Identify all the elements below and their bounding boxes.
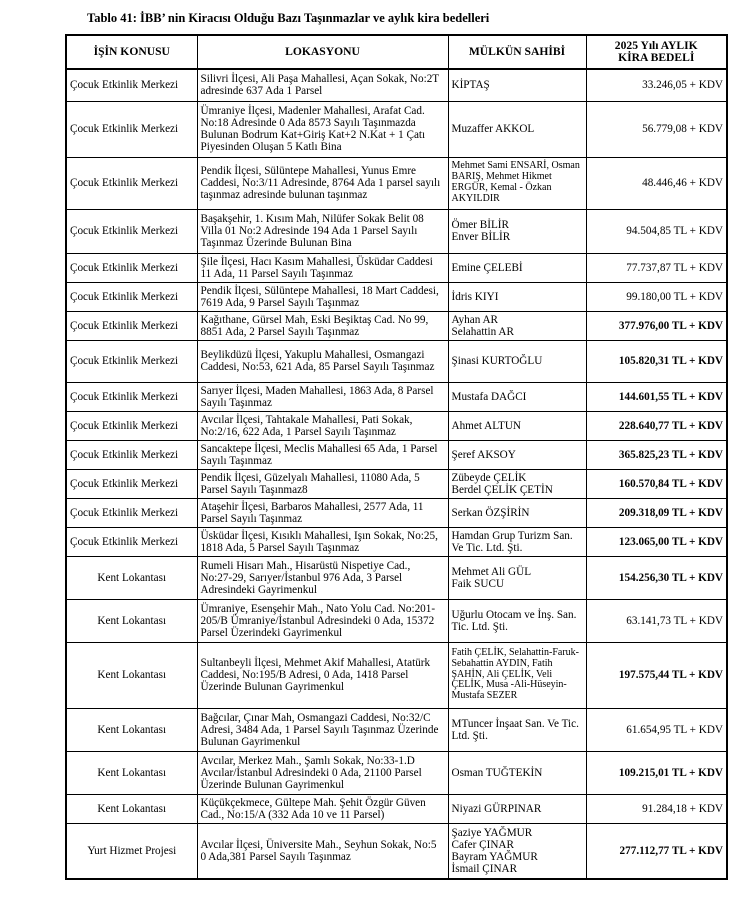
table-row [66,101,727,157]
owner-line: Şaziye YAĞMUR [451,826,533,839]
owner-line: Selahattin AR [451,325,514,338]
cell-konu: Kent Lokantası [66,642,197,708]
cell-lokasyon: Ümraniye İlçesi, Madenler Mahallesi, Arafat Cad. No:18 Adresinde 0 Ada 8573 Sayılı Taşınmazda Bulunan Bodrum Kat+Giriş Kat+2 N.Kat + 1 Çatı Piyesinden Oluşan 5 Katlı Bina [197,101,448,157]
table-row [66,340,727,382]
table-row [66,411,727,440]
owner-line: Mehmet Ali GÜL [451,565,532,578]
cell-bedel: 160.570,84 TL + KDV [586,469,727,498]
table-row [66,599,727,642]
header-konu: İŞİN KONUSU [66,35,197,69]
cell-bedel: 33.246,05 + KDV [586,69,727,101]
cell-bedel: 48.446,46 + KDV [586,157,727,209]
cell-konu: Çocuk Etkinlik Merkezi [66,253,197,282]
cell-lokasyon: Küçükçekmece, Gültepe Mah. Şehit Özgür Güven Cad., No:15/A (332 Ada 10 ve 11 Parsel) [197,794,448,823]
cell-konu: Çocuk Etkinlik Merkezi [66,101,197,157]
cell-sahip [448,823,586,879]
table-row [66,642,727,708]
cell-konu: Çocuk Etkinlik Merkezi [66,157,197,209]
cell-bedel: 91.284,18 + KDV [586,794,727,823]
cell-sahip: Emine ÇELEBİ [448,253,586,282]
table-row [66,751,727,794]
table-row [66,794,727,823]
cell-bedel: 109.215,01 TL + KDV [586,751,727,794]
cell-sahip: MTuncer İnşaat San. Ve Tic. Ltd. Şti. [448,708,586,751]
cell-bedel: 99.180,00 TL + KDV [586,282,727,311]
cell-sahip: Hamdan Grup Turizm San. Ve Tic. Ltd. Şti. [448,527,586,556]
cell-bedel: 365.825,23 TL + KDV [586,440,727,469]
cell-bedel: 377.976,00 TL + KDV [586,311,727,340]
cell-sahip [448,469,586,498]
header-lokasyon: LOKASYONU [197,35,448,69]
table-row [66,823,727,879]
header-bedel [586,35,727,69]
cell-lokasyon: Avcılar İlçesi, Tahtakale Mahallesi, Pati Sokak, No:2/16, 622 Ada, 1 Parsel Sayılı Taşınmaz [197,411,448,440]
cell-lokasyon: Başakşehir, 1. Kısım Mah, Nilüfer Sokak Belit 08 Villa 01 No:2 Adresinde 194 Ada 1 Parsel Sayılı Taşınmaz Üzerinde Bulunan Bina [197,209,448,253]
cell-lokasyon: Üsküdar İlçesi, Kısıklı Mahallesi, Işın Sokak, No:25, 1818 Ada, 5 Parsel Sayılı Taşınmaz [197,527,448,556]
table-row [66,209,727,253]
cell-lokasyon: Avcılar, Merkez Mah., Şamlı Sokak, No:33-1.D Avcılar/İstanbul Adresindeki 0 Ada, 21100 Parsel Üzerinde Bulunan Gayrimenkul [197,751,448,794]
cell-sahip: Niyazi GÜRPINAR [448,794,586,823]
cell-sahip: KİPTAŞ [448,69,586,101]
table-row [66,498,727,527]
cell-konu: Çocuk Etkinlik Merkezi [66,440,197,469]
owner-line: Cafer ÇINAR [451,838,514,851]
table-row [66,69,727,101]
table-row [66,527,727,556]
cell-bedel: 144.601,55 TL + KDV [586,382,727,411]
table-row [66,556,727,599]
table-row [66,469,727,498]
cell-konu: Çocuk Etkinlik Merkezi [66,69,197,101]
cell-konu: Çocuk Etkinlik Merkezi [66,340,197,382]
cell-sahip: Şeref AKSOY [448,440,586,469]
cell-sahip: İdris KIYI [448,282,586,311]
cell-bedel: 154.256,30 TL + KDV [586,556,727,599]
cell-bedel: 277.112,77 TL + KDV [586,823,727,879]
cell-bedel: 77.737,87 TL + KDV [586,253,727,282]
cell-lokasyon: Pendik İlçesi, Güzelyalı Mahallesi, 11080 Ada, 5 Parsel Sayılı Taşınmaz8 [197,469,448,498]
table-row [66,440,727,469]
cell-konu: Çocuk Etkinlik Merkezi [66,498,197,527]
cell-lokasyon: Pendik İlçesi, Sülüntepe Mahallesi, Yunus Emre Caddesi, No:3/11 Adresinde, 8764 Ada 1 parsel sayılı taşınmaz adresinde bulunan taşınmaz [197,157,448,209]
cell-lokasyon: Sancaktepe İlçesi, Meclis Mahallesi 65 Ada, 1 Parsel Sayılı Taşınmaz [197,440,448,469]
cell-bedel: 61.654,95 TL + KDV [586,708,727,751]
table-header-row [66,35,727,69]
owner-line: Zübeyde ÇELİK [451,471,527,484]
cell-lokasyon: Rumeli Hisarı Mah., Hisarüstü Nispetiye Cad., No:27-29, Sarıyer/İstanbul 976 Ada, 3 Parsel Adresindeki Gayrimenkul [197,556,448,599]
owner-line: Ayhan AR [451,313,499,326]
cell-konu: Çocuk Etkinlik Merkezi [66,469,197,498]
header-sahip: MÜLKÜN SAHİBİ [448,35,586,69]
cell-konu: Çocuk Etkinlik Merkezi [66,282,197,311]
cell-lokasyon: Şile İlçesi, Hacı Kasım Mahallesi, Üsküdar Caddesi 11 Ada, 11 Parsel Sayılı Taşınmaz [197,253,448,282]
header-bedel-line1: 2025 Yılı AYLIK [614,38,698,52]
cell-konu: Kent Lokantası [66,599,197,642]
table-row [66,311,727,340]
cell-lokasyon: Ümraniye, Esenşehir Mah., Nato Yolu Cad. No:201-205/B Ümraniye/İstanbul Adresindeki 0 Ada, 15372 Parsel Üzerindeki Gayrimenkul [197,599,448,642]
owner-line: Berdel ÇELİK ÇETİN [451,483,553,496]
cell-lokasyon: Bağcılar, Çınar Mah, Osmangazi Caddesi, No:32/C Adresi, 3484 Ada, 1 Parsel Sayılı Taşınmaz Üzerinde Bulunan Gayrimenkul [197,708,448,751]
table-row [66,253,727,282]
cell-konu: Çocuk Etkinlik Merkezi [66,311,197,340]
cell-lokasyon: Beylikdüzü İlçesi, Yakuplu Mahallesi, Osmangazi Caddesi, No:53, 621 Ada, 85 Parsel Sayılı Taşınmaz [197,340,448,382]
cell-konu: Kent Lokantası [66,751,197,794]
cell-bedel: 56.779,08 + KDV [586,101,727,157]
cell-konu: Kent Lokantası [66,556,197,599]
cell-sahip: Uğurlu Otocam ve İnş. San. Tic. Ltd. Şti. [448,599,586,642]
rental-table [65,34,728,880]
cell-konu: Çocuk Etkinlik Merkezi [66,209,197,253]
cell-sahip [448,209,586,253]
owner-line: Ömer BİLİR [451,219,509,231]
table-row [66,382,727,411]
cell-bedel: 105.820,31 TL + KDV [586,340,727,382]
cell-bedel: 228.640,77 TL + KDV [586,411,727,440]
cell-sahip: Mustafa DAĞCI [448,382,586,411]
table-row [66,157,727,209]
owner-line: Enver BİLİR [451,231,511,243]
cell-bedel: 197.575,44 TL + KDV [586,642,727,708]
cell-sahip [448,556,586,599]
table-row [66,708,727,751]
cell-bedel: 63.141,73 TL + KDV [586,599,727,642]
cell-sahip: Osman TUĞTEKİN [448,751,586,794]
cell-konu: Çocuk Etkinlik Merkezi [66,527,197,556]
cell-konu: Kent Lokantası [66,794,197,823]
owner-line: İsmail ÇINAR [451,862,518,875]
cell-lokasyon: Pendik İlçesi, Sülüntepe Mahallesi, 18 Mart Caddesi, 7619 Ada, 9 Parsel Sayılı Taşınmaz [197,282,448,311]
owner-line: Faik SUCU [451,577,505,590]
cell-konu: Kent Lokantası [66,708,197,751]
cell-sahip: Muzaffer AKKOL [448,101,586,157]
cell-lokasyon: Kağıthane, Gürsel Mah, Eski Beşiktaş Cad. No 99, 8851 Ada, 2 Parsel Sayılı Taşınmaz [197,311,448,340]
cell-lokasyon: Avcılar İlçesi, Üniversite Mah., Seyhun Sokak, No:5 0 Ada,381 Parsel Sayılı Taşınmaz [197,823,448,879]
cell-konu: Çocuk Etkinlik Merkezi [66,382,197,411]
cell-sahip: Fatih ÇELİK, Selahattin-Faruk-Sebahattin AYDIN, Fatih ŞAHİN, Ali ÇELİK, Veli ÇELİK, Musa -Ali-Hüseyin- Mustafa SEZER [448,642,586,708]
owner-line: Bayram YAĞMUR [451,850,538,863]
table-row [66,282,727,311]
header-bedel-line2: KİRA BEDELİ [618,51,695,64]
cell-sahip: Ahmet ALTUN [448,411,586,440]
cell-sahip: Mehmet Sami ENSARİ, Osman BARIŞ, Mehmet Hikmet ERGÜR, Kemal - Özkan AKYILDIR [448,157,586,209]
cell-lokasyon: Sarıyer İlçesi, Maden Mahallesi, 1863 Ada, 8 Parsel Sayılı Taşınmaz [197,382,448,411]
cell-lokasyon: Sultanbeyli İlçesi, Mehmet Akif Mahallesi, Atatürk Caddesi, No:195/B Adresi, 0 Ada, 1418 Parsel Üzerinde Bulunan Gayrimenkul [197,642,448,708]
cell-sahip: Serkan ÖZŞİRİN [448,498,586,527]
cell-lokasyon: Ataşehir İlçesi, Barbaros Mahallesi, 2577 Ada, 11 Parsel Sayılı Taşınmaz [197,498,448,527]
table-caption: Tablo 41: İBB’ nin Kiracısı Olduğu Bazı Taşınmazlar ve aylık kira bedelleri [87,11,490,25]
cell-konu: Yurt Hizmet Projesi [66,823,197,879]
cell-bedel: 94.504,85 TL + KDV [586,209,727,253]
cell-bedel: 123.065,00 TL + KDV [586,527,727,556]
cell-sahip: Şinasi KURTOĞLU [448,340,586,382]
cell-bedel: 209.318,09 TL + KDV [586,498,727,527]
cell-konu: Çocuk Etkinlik Merkezi [66,411,197,440]
cell-sahip [448,311,586,340]
cell-lokasyon: Silivri İlçesi, Ali Paşa Mahallesi, Açan Sokak, No:2T adresinde 637 Ada 1 Parsel [197,69,448,101]
